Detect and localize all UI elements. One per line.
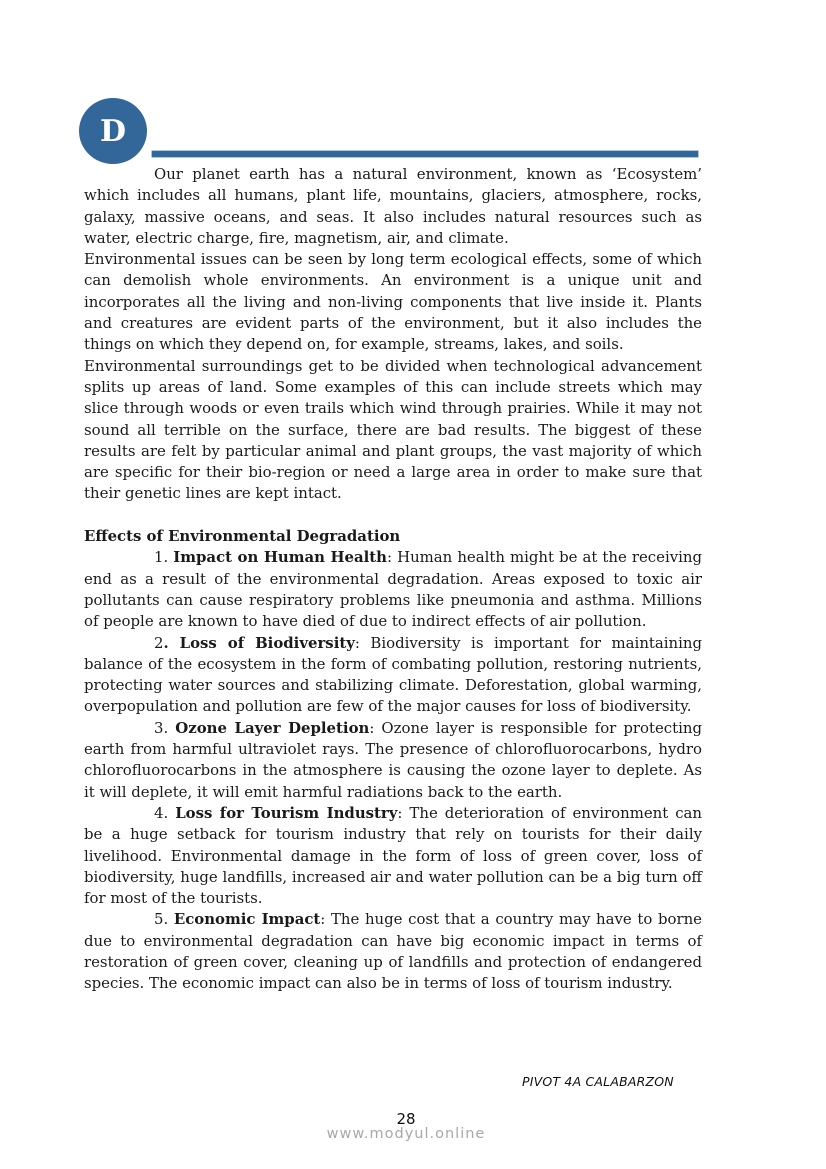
effect-title: Ozone Layer Depletion: [175, 718, 370, 737]
effect-text: : Biodiversity is important for maintaining balance of the ecosystem in the form of combating pollution, restoring nutrients, protecting water sources and stabilizing climate. Deforestation, global warming, overpopulation and pollution are few of the major causes for loss of biodiversity.: [84, 633, 703, 716]
effect-number: 4.: [154, 803, 169, 822]
section-heading: Effects of Environmental Degradation: [84, 527, 401, 546]
document-body: [84, 164, 702, 995]
effect-item: [84, 633, 702, 718]
effect-text: : The deterioration of environment can be a huge setback for tourism industry that rely on tourists for their daily livelihood. Environmental damage in the form of loss of green cover, loss of biodiversity, huge landfills, increased air and water pollution can be a big turn off for most of the tourists.: [84, 803, 703, 908]
effect-item: [84, 909, 702, 994]
page-number-text: 28: [396, 1110, 416, 1128]
watermark-text: www.modyul.online: [326, 1126, 486, 1142]
effect-number: 3.: [154, 718, 169, 737]
intro-paragraph: Our planet earth has a natural environment, known as ‘Ecosystem’ which includes all humans, plant life, mountains, glaciers, atmosphere, rocks, galaxy, massive oceans, and seas. It also includes natural resources such as water, electric charge, fire, magnetism, air, and climate.: [84, 165, 702, 247]
effect-text: : Ozone layer is responsible for protecting earth from harmful ultraviolet rays. The presence of chlorofluorocarbons, hydro chlorofluorocarbons in the atmosphere is causing the ozone layer to deplete. As it will deplete, it will emit harmful radiations back to the earth.: [84, 718, 702, 801]
effect-text: : Human health might be at the receiving end as a result of the environmental degradation. Areas exposed to toxic air pollutants can cause respiratory problems like pneumonia and asthma. Millions of people are known to have died of due to indirect effects of air pollution.: [84, 548, 703, 631]
footer-label: PIVOT 4A CALABARZON: [522, 1074, 674, 1089]
effect-number: 2: [154, 633, 164, 652]
effect-title: Economic Impact: [173, 910, 321, 929]
paragraph-spacer: [84, 505, 702, 526]
effect-item: [84, 718, 702, 803]
header-divider-bar: [152, 151, 698, 157]
section-letter: D: [99, 114, 126, 149]
effect-number: 1.: [154, 548, 169, 567]
watermark: [0, 1126, 826, 1142]
effect-number: 5.: [154, 910, 169, 929]
effect-title: Impact on Human Health: [173, 548, 388, 567]
effect-text: : The huge cost that a country may have to borne due to environmental degradation can have big economic impact in terms of restoration of green cover, cleaning up of landfills and protection of endangered species. The economic impact can also be in terms of loss of tourism industry.: [84, 910, 702, 993]
effect-item: [84, 547, 702, 632]
effect-item: [84, 803, 702, 909]
effect-title: Loss for Tourism Industry: [175, 803, 398, 822]
section-letter-badge: [79, 98, 147, 164]
intro-paragraph: Environmental issues can be seen by long term ecological effects, some of which can demolish whole environments. An environment is a unique unit and incorporates all the living and non-living components that live inside it. Plants and creatures are evident parts of the environment, but it also includes the things on which they depend on, for example, streams, lakes, and soils.: [84, 250, 702, 354]
effect-title: . Loss of Biodiversity: [163, 633, 355, 652]
intro-paragraph: Environmental surroundings get to be divided when technological advancement splits up areas of land. Some examples of this can include streets which may slice through woods or even trails which wind through prairies. While it may not sound all terrible on the surface, there are bad results. The biggest of these results are felt by particular animal and plant groups, the vast majority of which are specific for their bio-region or need a large area in order to make sure that their genetic lines are kept intact.: [84, 356, 702, 503]
